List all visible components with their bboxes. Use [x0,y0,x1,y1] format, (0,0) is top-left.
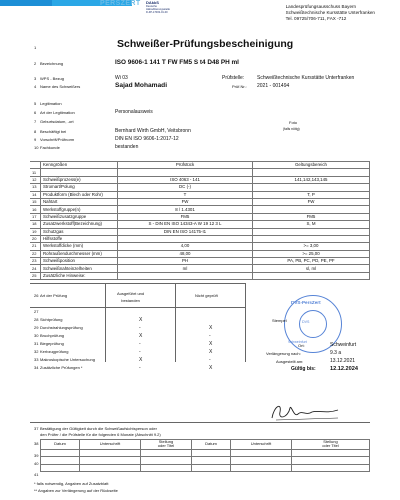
brand-band [0,0,52,6]
row-number: 25 [30,272,41,279]
table-cell [231,457,292,464]
knowledge-value: bestanden [115,144,139,150]
parameter-label: Werkstoffgruppe(n) [41,206,118,213]
welder-name-value: Sajad Mohamadi [115,82,168,89]
test-piece-value [118,169,253,176]
parameters-table [30,161,370,280]
test-number-value: 2021 - 001494 [257,83,290,89]
table-cell [80,449,141,456]
row-number: 12 [30,176,41,183]
divider [105,283,106,362]
row-number: 28 [34,317,39,322]
range-value: sl, ml [253,265,370,272]
row-number: 7 [34,119,37,124]
test-type-header: Art der Prüfung [40,293,68,298]
table-row [30,243,370,250]
range-value: >= 3,00 [253,243,370,250]
row-number: 22 [30,250,41,257]
test-piece-value: DIN EN ISO 14175-I1 [118,228,253,235]
standard-label: Vorschrift/Prüfnorm [40,137,75,142]
column-header: Datum [41,440,80,450]
row-number: 20 [30,235,41,242]
parameter-label: Schutzgas [41,228,118,235]
designation-value: ISO 9606-1 141 T FW FM5 S t4 D48 PH ml [115,59,239,66]
divider [30,283,245,284]
place-label: Ort: [298,343,305,348]
test-piece-value: 48,00 [118,250,253,257]
table-row [30,228,370,235]
table-row [41,449,370,456]
test-piece-value: ISO 4063 - 141 [118,176,253,183]
office-address [286,4,375,22]
employer-value: Bernhard Wirth GmbH, Veitsbronn [115,128,191,134]
table-cell [41,449,80,456]
test-piece-value: 4,00 [118,243,253,250]
row-number: 14 [30,191,41,198]
footnote: ** Angaben zur Verlängerung auf der Rückseite [34,488,118,493]
table-cell [141,464,192,471]
row-number: 5 [34,101,37,106]
row-number: 2 [34,61,37,66]
header-line: Stellung [158,439,174,444]
extension-label: Verlängerung nach: [266,351,301,356]
performed-mark: - [139,341,141,347]
test-piece-value: FW [118,198,253,205]
parameter-label: Schweißprozess(e) [41,176,118,183]
extension-value: 9.3 a [330,350,342,356]
test-type-label: Zusätzliche Prüfungen * [40,365,83,370]
row-number: 10 [34,145,39,150]
test-center-value: Schweißtechnische Kursstätte Unterfranken [257,75,355,81]
table-header-row [30,162,370,169]
photo-label: Foto [289,120,298,125]
parameter-label: Zusätzliche Hinweise: [41,272,118,279]
not-tested-mark: X [209,365,213,371]
row-number: 11 [30,169,41,176]
not-tested-mark: X [209,349,213,355]
dakks-sub-line: Deutsche [146,5,157,8]
table-row [30,198,370,205]
not-tested-header: Nicht geprüft [195,293,218,298]
divider [175,283,176,362]
divider [245,283,246,362]
range-value: >= 25,00 [253,250,370,257]
dakks-sub-line: Akkreditierungsstelle [146,8,170,11]
table-row [41,457,370,464]
performed-mark: - [139,325,141,331]
not-tested-mark: X [209,325,213,331]
table-cell [80,464,141,471]
table-row [30,235,370,242]
range-value [253,169,370,176]
range-value [253,184,370,191]
test-type-label: Makroskopische Untersuchung [40,357,95,362]
range-value: FM5 [253,213,370,220]
table-cell [41,464,80,471]
test-piece-value [118,272,253,279]
table-cell [192,449,231,456]
issue-date-label: Ausgestellt am: [276,359,304,364]
table-cell [80,457,141,464]
row-number: 41 [34,472,39,477]
parameter-label: Schweißzusatzgruppe [41,213,118,220]
test-type-label: Kerbzugprüfung [40,349,69,354]
birth-label: Geburtsdatum, -ort [40,119,74,124]
row-number: 17 [30,213,41,220]
range-value: S, M [253,221,370,228]
standard-value: DIN EN ISO 9606-1:2017-12 [115,136,179,142]
table-row [30,258,370,265]
parameter-label: Nahtart [41,198,118,205]
divider [30,422,370,423]
confirmation-line: den Prüfer / die Prüfstelle für die folgenden 6 Monate (Abschnitt 9.2) [40,431,161,437]
table-row [30,176,370,183]
row-number: 6 [34,110,37,115]
column-header: Kenngrößen [41,162,118,169]
test-type-label: Durchstrahlungsprüfung [40,325,83,330]
employer-label: Beschäftigt bei [40,129,67,134]
header-line: Stellung [323,439,338,444]
stamp-center-text: DVS [302,320,310,324]
table-header-row [41,440,370,450]
row-number: 15 [30,198,41,205]
table-row [41,464,370,471]
test-number-label: Prüf.Nr.: [232,84,247,89]
valid-until-value: 12.12.2024 [330,366,358,372]
signature [268,398,342,424]
performed-header [117,290,144,304]
table-cell [141,449,192,456]
range-value [253,206,370,213]
footnote: * falls notwendig, Angaben auf Zusatzblatt [34,481,109,486]
confirmation-table [40,439,370,472]
wps-value: Wi 03 [115,75,128,81]
performed-mark: - [139,349,141,355]
dakks-sub-line: D-ZP-17003-01-00 [146,11,168,14]
table-cell [41,457,80,464]
performed-mark: X [139,357,143,363]
test-piece-value: DC (-) [118,184,253,191]
designation-label: Bezeichnung [40,61,64,66]
place-value: Schweinfurt [330,342,357,348]
test-piece-value [118,235,253,242]
table-cell [192,464,231,471]
divider [30,307,245,308]
confirmation-line: Bestätigung der Gültigkeit durch die Schweißaufsichtsperson oder [40,426,157,431]
parameter-label: Rohraußendurchmesser (mm) [41,250,118,257]
performed-mark: - [139,365,141,371]
row-number: 34 [34,365,39,370]
parameter-label: Zusatzwerkstoff(Bezeichnung) [41,221,118,228]
row-number: 27 [34,309,39,314]
table-row [30,221,370,228]
header-line: oder Titel [157,443,175,449]
test-piece-value: 8 / 1.4301 [118,206,253,213]
table-cell [192,457,231,464]
performed-mark: X [139,333,143,339]
legitimation-label: Legitimation [40,101,62,106]
column-header: Datum [192,440,231,450]
not-tested-mark: - [209,357,211,363]
table-row [30,265,370,272]
range-value: PA, PB, PC, PD, PE, PF [253,258,370,265]
row-number: 33 [34,357,39,362]
range-value: FW [253,198,370,205]
row-number: 9 [34,137,37,142]
knowledge-label: Fachkunde [40,145,60,150]
table-row [30,213,370,220]
parameter-label: Werkstoffdicke (mm) [41,243,118,250]
dakks-subtitle [146,5,170,14]
header-line: oder Titel [322,443,339,449]
row-number: 37 [34,426,39,431]
row-number: 1 [34,45,37,50]
stamp-bottom-text: Schweinfurt [288,340,307,344]
column-header: Unterschrift [231,440,292,450]
table-row [30,184,370,191]
row-number: 21 [30,243,41,250]
row-number: 29 [34,325,39,330]
table-cell [141,457,192,464]
column-header: Unterschrift [80,440,141,450]
table-row [30,250,370,257]
table-row [30,272,370,279]
row-number: 23 [30,258,41,265]
row-number: 13 [30,184,41,191]
welder-name-label: Name des Schweißers [40,84,81,89]
row-number: 31 [34,341,39,346]
table-row [30,169,370,176]
row-number: 19 [30,228,41,235]
row-number: 26 [34,293,39,298]
column-header [292,440,370,450]
table-cell [231,449,292,456]
test-piece-value: FM5 [118,213,253,220]
test-piece-value: ml [118,265,253,272]
row-number: 40 [34,461,39,466]
column-header: Prüfstück [118,162,253,169]
parameter-label: Schweißnahteinzelheiten [41,265,118,272]
test-center-label: Prüfstelle: [222,75,245,81]
office-line: Tel. 09725/706-711, FAX -712 [285,16,347,21]
performed-header-line: Ausgeführt und [117,291,145,296]
id-type-label: Art der Legitimation [40,110,75,115]
perszert-logo-text: PERSZERT [100,0,141,7]
row-number: 32 [34,349,39,354]
stamp-label: Stempel [272,318,287,323]
test-type-label: Sichtprüfung [40,317,63,322]
stamp-top-text: DVS-PersZert [291,300,321,305]
test-type-label: Bruchprüfung [40,333,65,338]
row-number: 8 [34,129,37,134]
parameter-label: Hilfsstoffe [41,235,118,242]
table-cell [292,457,370,464]
range-value: T, P [253,191,370,198]
table-cell [292,449,370,456]
performed-mark: X [139,317,143,323]
page-title: Schweißer-Prüfungsbescheinigung [117,38,294,50]
range-value [253,272,370,279]
parameter-label: Schweißposition [41,258,118,265]
table-cell [231,464,292,471]
dakks-logo: DAkkS [146,0,159,5]
range-value [253,228,370,235]
not-tested-mark: - [209,333,211,339]
id-type-value: Personalausweis [115,109,153,115]
photo-note: (falls nötig) [283,127,300,131]
parameter-label: Produktform (Blech oder Rohr) [41,191,118,198]
row-number: 38 [34,441,39,446]
letterhead [0,0,400,34]
table-cell [292,464,370,471]
row-number: 16 [30,206,41,213]
row-number: 4 [34,84,37,89]
issue-date-value: 13.12.2021 [330,358,356,364]
test-type-label: Biegeprüfung [40,341,64,346]
row-number: 3 [34,76,37,81]
performed-header-line: bestanden [121,298,140,303]
test-piece-value: S - DIN EN ISO 14343-A W 19 12 3 L [118,221,253,228]
test-piece-value: T [118,191,253,198]
range-value [253,235,370,242]
valid-until-label: Gültig bis: [291,366,316,372]
table-row [30,206,370,213]
range-value: 141,142,143,145 [253,176,370,183]
row-number: 24 [30,265,41,272]
parameter-label [41,169,118,176]
not-tested-mark: X [209,341,213,347]
row-number: 18 [30,221,41,228]
row-number: 39 [34,453,39,458]
table-cell [30,162,41,169]
row-number: 30 [34,333,39,338]
column-header [141,440,192,450]
parameter-label: Stromart/Polung [41,184,118,191]
office-line: Landesprüfungsausschuss Bayern [285,4,357,9]
stamp-inner-ring [299,310,327,338]
confirmation-text [40,426,161,437]
test-piece-value: PH [118,258,253,265]
column-header: Geltungsbereich [253,162,370,169]
wps-label: WPS - Bezug [40,76,65,81]
office-line: Schweißtechnische Kursstätte Unterfranken [285,10,375,15]
table-row [30,191,370,198]
